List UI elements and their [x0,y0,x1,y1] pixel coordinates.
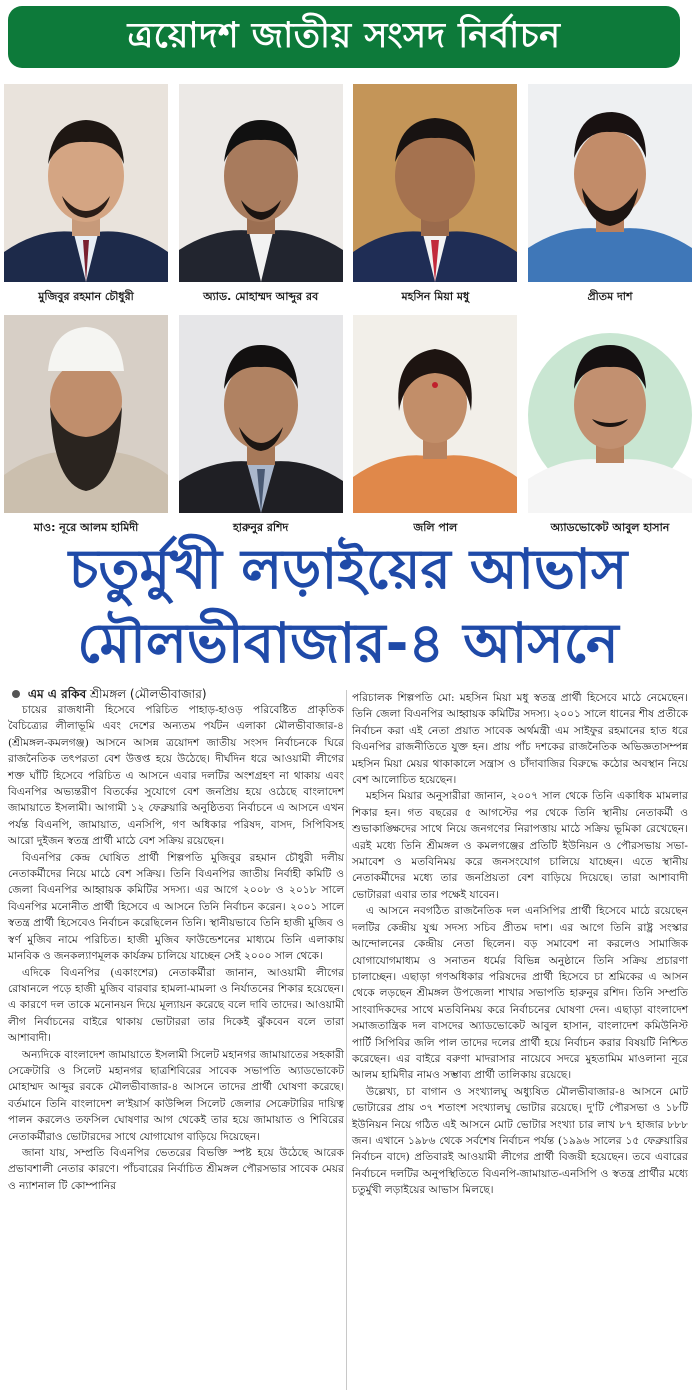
candidate-name: অ্যাড. মোহাম্মদ আব্দুর রব [203,290,319,303]
candidate-photo [528,315,692,513]
candidate-photo [528,84,692,282]
candidate-photo [179,315,343,513]
candidate-name: মহসিন মিয়া মধু [401,290,470,303]
candidate-card [179,315,343,538]
candidate-name: মুজিবুর রহমান চৌধুরী [38,290,134,303]
candidate-card [353,315,517,538]
candidate-photo [353,315,517,513]
candidate-card [4,315,168,538]
article-paragraph: বিএনপির কেন্দ্র ঘোষিত প্রার্থী শিল্পপতি মুজিবুর রহমান চৌধুরী দলীয় নেতাকর্মীদের নিয়ে মাঠে বেশ সক্রিয়। তিনি বিএনপির জাতীয় নির্বাহী কমিটি ও জেলা বিএনপির আহ্বায়ক কমিটির সদস্য। এর আগে ২০০৮ ও ২০১৮ সালে বিএনপির মনোনীত প্রার্থী হিসেবে এ আসনে তিনি নির্বাচন করেন। ২০০১ সালে স্বতন্ত্র প্রার্থী হিসেবেও নির্বাচন করেছিলেন তিনি। স্থানীয়ভাবে তিনি হাজী মুজিব ও স্বর্ণ মুজিব নামে পরিচিত। হাজী মুজিব ফাউন্ডেশনের মাধ্যমে তিনি এলাকায় মানবিক ও জনকল্যাণমূলক কার্যক্রম চালিয়ে যাচ্ছেন সেই ২০০০ সাল থেকে। [8,851,344,963]
candidate-photo [179,84,343,282]
byline-place: শ্রীমঙ্গল (মৌলভীবাজার) [90,687,207,701]
article-paragraph: পরিচালক শিল্পপতি মো: মহসিন মিয়া মধু স্বতন্ত্র প্রার্থী হিসেবে মাঠে নেমেছেন। তিনি জেলা বিএনপির আহ্বায়ক কমিটির সদস্য। ২০০১ সালে ধানের শীষ প্রতীকে নির্বাচন করা এই নেতা প্রয়াত সাবেক অর্থমন্ত্রী এম সাইফুর রহমানের হাত ধরে বিএনপির রাজনীতিতে যুক্ত হন। প্রায় পাঁচ দশকের রাজনৈতিক অভিজ্ঞতাসম্পন্ন মহসিন মিয়া মেয়র থাকাকালে সন্ত্রাস ও চাঁদাবাজির বিরুদ্ধে কঠোর অবস্থান নিয়ে বেশ আলোচিত হয়েছেন। [352,692,688,787]
candidate-card [528,84,692,307]
article-paragraph: জানা যায়, সম্প্রতি বিএনপির ভেতরের বিভক্তি স্পষ্ট হয়ে উঠেছে আরেক প্রভাবশালী নেতার কারণে। পাঁচবারের নির্বাচিত শ্রীমঙ্গল পৌরসভার সাবেক মেয়র ও ন্যাশনাল টি কোম্পানির [8,1146,344,1192]
article-paragraph: এ আসনে নবগঠিত রাজনৈতিক দল এনসিপির প্রার্থী হিসেবে মাঠে রয়েছেন দলটির কেন্দ্রীয় যুগ্ম সদস্য সচিব প্রীতম দাশ। এর আগে তিনি রাষ্ট্র সংস্কার আন্দোলনের কেন্দ্রীয় নেতা ছিলেন। বড় সমাবেশ না করলেও সামাজিক যোগাযোগমাধ্যম ও সনাতন ধর্মের বিভিন্ন অনুষ্ঠানে তিনি সক্রিয় প্রচারণা চালাচ্ছেন। এছাড়া গণঅধিকার পরিষদের প্রার্থী হিসেবে চা শ্রমিকের এ আসন থেকে লড়ছেন শ্রীমঙ্গল উপজেলা শাখার সভাপতি হারুনুর রশিদ। তিনি সম্প্রতি সাংবাদিকদের সাথে মতবিনিময় করে নির্বাচনের ঘোষণা দেন। এছাড়া বাংলাদেশ সমাজতান্ত্রিক দল বাসদের অ্যাডভোকেট আবুল হাসান, বাংলাদেশ কমিউনিস্ট পার্টি সিপিবির জলি পাল তাদের দলের প্রার্থী হয়ে নির্বাচন করার বিষয়টি নিশ্চিত করেছেন। এর বাইরে বরুণা মাদরাসার নায়েবে সদরে মুহতামিম মাওলানা নূরে আলম হামিদীর নামও সম্ভাব্য প্রার্থী তালিকায় রয়েছে। [352,905,688,1082]
section-banner [8,6,680,68]
article-column-right [352,690,688,1199]
candidate-photo [4,84,168,282]
candidate-name: অ্যাডভোকেট আবুল হাসান [550,521,670,534]
article-paragraph: মহসিন মিয়ার অনুসারীরা জানান, ২০০৭ সাল থেকে তিনি একাধিক মামলার শিকার হন। গত বছরের ৫ আগস্টের পর থেকে তিনি স্থানীয় নেতাকর্মী ও শুভাকাঙ্ক্ষিদের সাথে নিয়ে জনগণের নিরাপত্তায় মাঠে সক্রিয় ভূমিকা রেখেছেন। এরই মধ্যে তিনি শ্রীমঙ্গল ও কমলগঞ্জের প্রতিটি ইউনিয়ন ও পৌরসভায় সভা-সমাবেশ ও মতবিনিময় করে জনসংযোগ চালিয়ে যাচ্ছেন। এতে স্থানীয় নেতাকর্মীদের মধ্যে তার জনপ্রিয়তা বেশ বাড়িয়ে দিয়েছে। তারা আশাবাদী ভোটাররা এবার তার পক্ষেই যাবেন। [352,790,688,901]
candidate-card [528,315,692,538]
candidate-name: জলি পাল [413,521,458,534]
bullet-icon [12,690,20,698]
byline-author: এম এ রকিব [27,687,87,701]
candidate-name: হারুনুর রশিদ [232,521,289,534]
candidate-name: প্রীতম দাশ [587,290,633,303]
headline-line-2: মৌলভীবাজার-৪ আসনে [77,611,619,675]
candidate-photo-row [4,315,692,538]
article-paragraph: এদিকে বিএনপির (একাংশের) নেতাকর্মীরা জানান, আওয়ামী লীগের রোষানলে পড়ে হাজী মুজিব বারবার হামলা-মামলা ও নির্যাতনের শিকার হয়েছেন। এ কারণে দল তাকে মনোনয়ন দিয়ে মূল্যায়ন করেছে বলে দাবি তাদের। আওয়ামী লীগ নির্বাচনের বাইরে থাকায় ভোটাররা তার দিকেই ঝুঁকবেন বলে তারা আশাবাদী। [8,966,344,1045]
candidate-photo [353,84,517,282]
candidate-name: মাও: নূরে আলম হামিদী [33,521,139,534]
article-paragraph: উল্লেখ্য, চা বাগান ও সংখ্যালঘু অধ্যুষিত মৌলভীবাজার-৪ আসনে মোট ভোটারের প্রায় ৩৭ শতাংশ সংখ্যালঘু ভোটার রয়েছে। দু'টি পৌরসভা ও ১৮টি ইউনিয়ন নিয়ে গঠিত এই আসনে মোট ভোটার সংখ্যা চার লাখ ৮৭ হাজার ৮৮৮ জন। এখানে ১৯৮৬ থেকে সর্বশেষ নির্বাচন পর্যন্ত (১৯৯৬ সালের ১৫ ফেব্রুয়ারির নির্বাচন বাদে) প্রতিবারই আওয়ামী লীগের প্রার্থী বিজয়ী হয়েছেন। তবে এবারের নির্বাচনে দলটির অনুপস্থিতিতে বিএনপি-জামায়াত-এনসিপি ও স্বতন্ত্র প্রার্থীর মধ্যে চতুর্মুখী লড়াইয়ের আভাস মিলছে। [352,1085,688,1197]
column-divider [346,690,347,1390]
banner-title: ত্রয়োদশ জাতীয় সংসদ নির্বাচন [127,15,561,56]
candidate-card [179,84,343,307]
candidate-card [4,84,168,307]
candidate-photo [4,315,168,513]
article-column-left [8,702,344,1194]
article-paragraph: চায়ের রাজধানী হিসেবে পরিচিত পাহাড়-হাওড় পরিবেষ্টিত প্রাকৃতিক বৈচিত্র্যের লীলাভূমি এবং দেশের অন্যতম পর্যটন এলাকা মৌলভীবাজার-৪ (শ্রীমঙ্গল-কমলগঞ্জ) আসনে আসন্ন ত্রয়োদশ জাতীয় সংসদ নির্বাচনকে ঘিরে রাজনৈতিক তৎপরতা বেশ উত্তপ্ত হয়ে উঠেছে। দীর্ঘদিন ধরে আওয়ামী লীগের শক্ত ঘাঁটি হিসেবে পরিচিত এ আসনে এবার দলটির অংশগ্রহণ না থাকায় এবং বিএনপির অভ্যন্তরীণ বিতর্কের সুযোগে বেশ জনপ্রিয় হয়ে ওঠেছে বাংলাদেশ জামায়াতে ইসলামী। আগামী ১২ ফেব্রুয়ারি অনুষ্ঠিতব্য নির্বাচনে এ আসনে এখন পর্যন্ত বিএনপি, জামায়াত, এনসিপি, গণ অধিকার পরিষদ, বাসদ, সিপিবিসহ আরো দুইজন স্বতন্ত্র প্রার্থী মাঠে বেশ সক্রিয় রয়েছেন। [8,704,344,848]
candidate-card [353,84,517,307]
candidate-photo-row [4,84,692,307]
article-paragraph: অন্যদিকে বাংলাদেশ জামায়াতে ইসলামী সিলেট মহানগর জামায়াতের সহকারী সেক্রেটারি ও সিলেট মহানগর ছাত্রশিবিরের সাবেক সভাপতি অ্যাডভোকেট মোহাম্মদ আব্দুর রবকে মৌলভীবাজার-৪ আসনে তাদের প্রার্থী ঘোষণা করেছে। বর্তমানে তিনি বাংলাদেশ ল'ইয়ার্স কাউন্সিল সিলেট জেলার সেক্রেটারির দায়িত্ব পালন করলেও তফসিল ঘোষণার আগ থেকেই তার হয়ে জামায়াত ও শিবিরের নেতাকর্মীরাও ভোটারদের সাথে যোগাযোগ বাড়িয়ে দিয়েছেন। [8,1048,344,1143]
headline-line-1: চতুর্মুখী লড়াইয়ের আভাস [68,537,628,601]
